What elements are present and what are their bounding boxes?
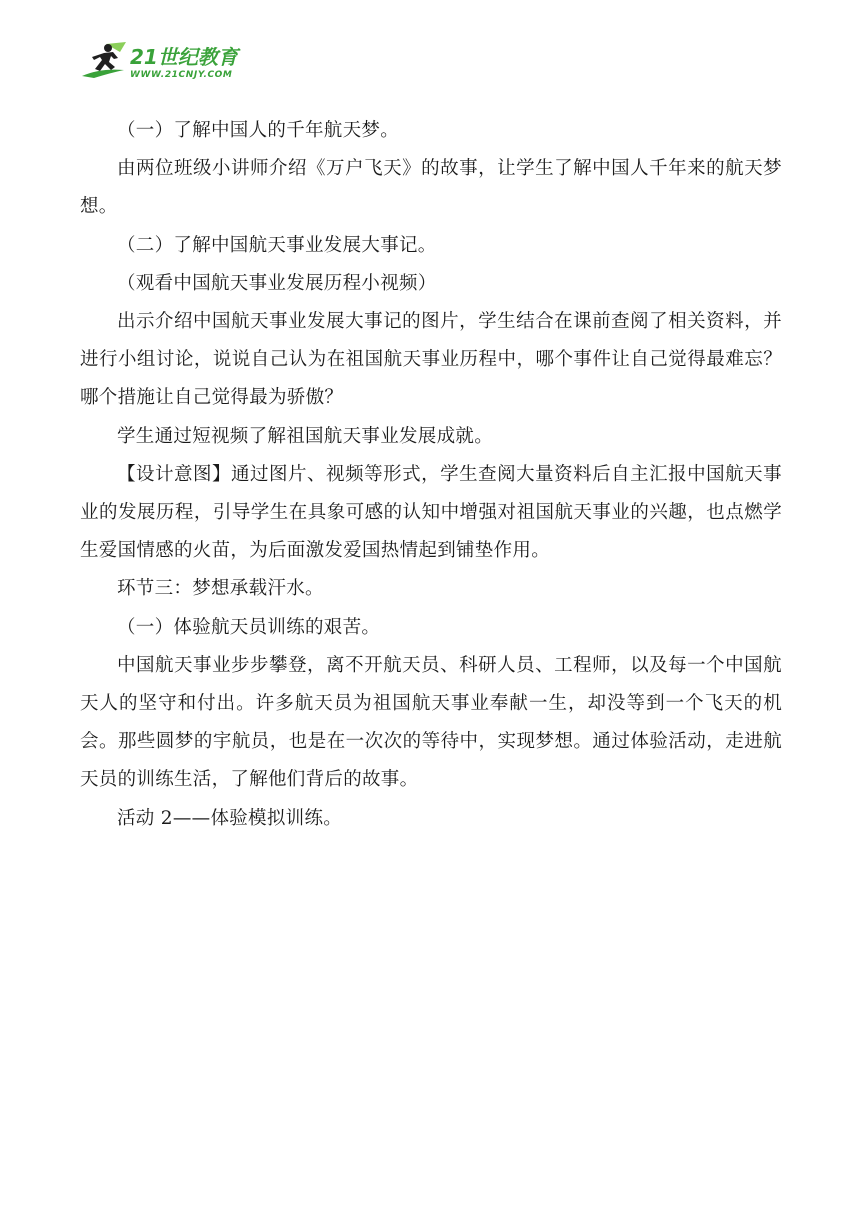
logo-url-text: WWW.21CNJY.COM [130, 70, 233, 80]
paragraph: （观看中国航天事业发展历程小视频） [117, 272, 437, 294]
runner-logo-icon [80, 40, 250, 82]
paragraph: （一）体验航天员训练的艰苦。 [117, 616, 381, 638]
paragraph: 由两位班级小讲师介绍《万户飞天》的故事，让学生了解中国人千年来的航天梦想。 [80, 158, 782, 218]
logo-text: 21世纪教育 [130, 45, 238, 69]
paragraph: 中国航天事业步步攀登，离不开航天员、科研人员、工程师，以及每一个中国航天人的坚守和付出。许多航天员为祖国航天事业奉献一生，却没等到一个飞天的机会。那些圆梦的宇航员，也是在一次次的等待中，实现梦想。通过体验活动，走进航天员的训练生活，了解他们背后的故事。 [80, 654, 782, 791]
paragraph: 出示介绍中国航天事业发展大事记的图片，学生结合在课前查阅了相关资料，并进行小组讨论，说说自己认为在祖国航天事业历程中，哪个事件让自己觉得最难忘？哪个措施让自己觉得最为骄傲？ [80, 311, 782, 409]
site-logo [80, 40, 250, 82]
paragraph: 环节三：梦想承载汗水。 [117, 578, 324, 600]
document-body [80, 112, 782, 838]
paragraph: 学生通过短视频了解祖国航天事业发展成就。 [117, 425, 494, 447]
paragraph: 活动 2——体验模拟训练。 [117, 807, 343, 829]
paragraph: （一）了解中国人的千年航天梦。 [117, 120, 400, 141]
paragraph: （二）了解中国航天事业发展大事记。 [117, 234, 437, 256]
paragraph: 【设计意图】通过图片、视频等形式，学生查阅大量资料后自主汇报中国航天事业的发展历程，引导学生在具象可感的认知中增强对祖国航天事业的兴趣，也点燃学生爱国情感的火苗，为后面激发爱国热情起到铺垫作用。 [80, 463, 782, 562]
